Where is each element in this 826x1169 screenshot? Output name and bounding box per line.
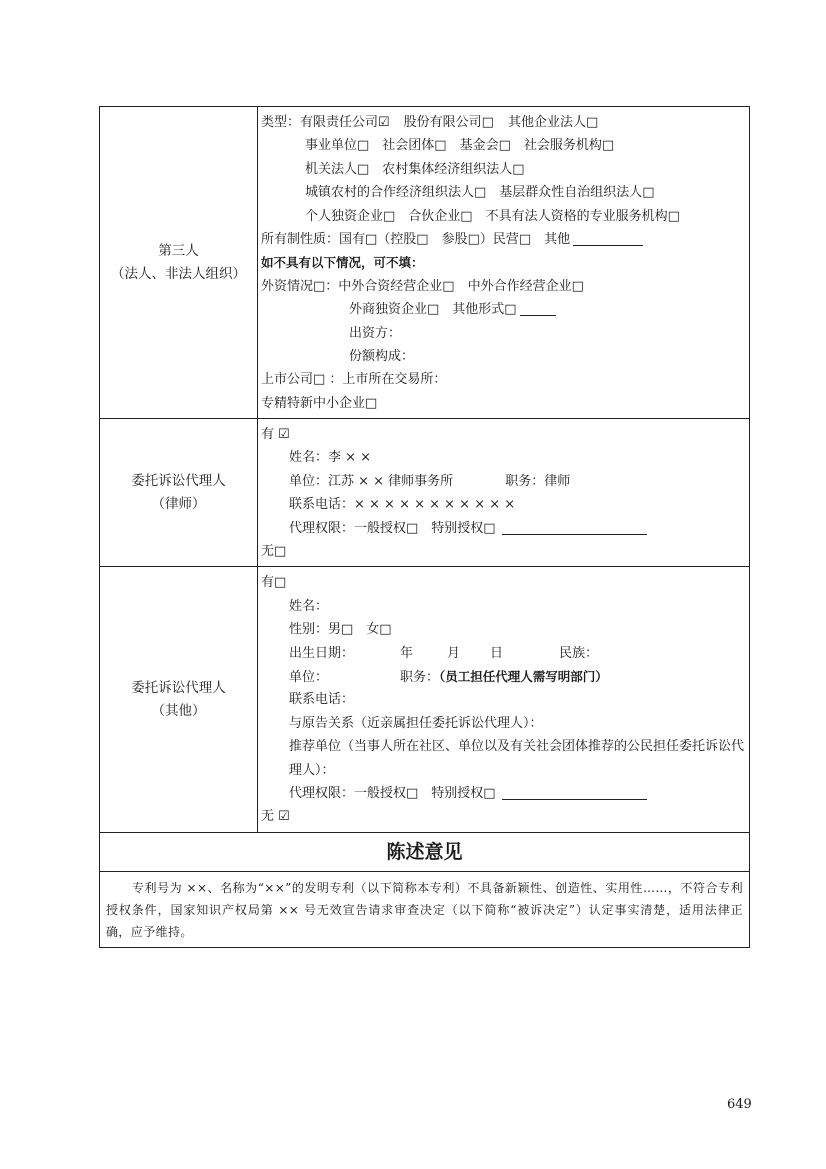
type-row-5[interactable]: 个人独资企业□ 合伙企业□ 不具有法人资格的专业服务机构□ (305, 208, 680, 224)
lawyer-has-checkbox[interactable]: 有 ☑ (261, 427, 290, 443)
other-birth-day: 日 (490, 645, 504, 661)
foreign-row-1[interactable]: 外资情况□：中外合资经营企业□ 中外合作经营企业□ (261, 278, 584, 294)
other-agent-label (100, 567, 258, 832)
other-name-field[interactable]: 姓名： (289, 598, 329, 614)
lawyer-name-field[interactable]: 姓名：李 × × (289, 450, 372, 466)
lawyer-agent-row (100, 419, 750, 567)
lawyer-phone-field[interactable]: 联系电话：× × × × × × × × × × × (289, 497, 516, 513)
statement-text-row (100, 871, 750, 947)
other-position-note: （员工担任代理人需写明部门） (439, 668, 608, 684)
third-party-label-line2: （法人、非法人组织） (111, 265, 246, 282)
investor-field[interactable]: 出资方： (349, 325, 402, 341)
type-row-4[interactable]: 城镇农村的合作经济组织法人□ 基层群众性自治组织法人□ (305, 185, 655, 201)
other-agent-label-line2: （其他） (151, 702, 206, 719)
ownership-other-blank[interactable] (573, 231, 643, 246)
statement-text[interactable]: 专利号为 ××、名称为“××”的发明专利（以下简称本专利）不具备新颖性、创造性、实用性……，不符合专利授权条件，国家知识产权局第 ×× 号无效宣告请求审查决定（以下简称“被诉决定”）认定事实清楚，适用法律正确，应予维持。 (106, 880, 743, 939)
type-joint-stock[interactable]: 股份有限公司□ (403, 115, 494, 130)
lawyer-agent-content (258, 419, 750, 567)
other-birth-row (261, 642, 749, 665)
sme-field[interactable]: 专精特新中小企业□ (261, 395, 378, 411)
lawyer-authority-row (261, 517, 749, 540)
type-limited-company[interactable]: 类型：有限责任公司☑ (261, 115, 390, 130)
other-agent-content (258, 567, 750, 832)
type-other-enterprise[interactable]: 其他企业法人□ (507, 115, 599, 130)
foreign-row-2 (261, 298, 749, 321)
other-unit-row (261, 665, 749, 688)
other-has-checkbox[interactable]: 有□ (261, 575, 287, 591)
other-birth-year: 年 (400, 645, 414, 661)
other-authority-blank[interactable] (502, 785, 647, 800)
type-row-1 (261, 111, 749, 134)
lawyer-unit-row (261, 470, 749, 493)
shares-field[interactable]: 份额构成： (349, 348, 415, 364)
foreign-other-blank[interactable] (520, 301, 556, 316)
lawyer-none-checkbox[interactable]: 无□ (261, 544, 287, 560)
listed-company-field[interactable]: 上市公司□ ：上市所在交易所： (261, 372, 447, 388)
other-agent-row (100, 567, 750, 832)
type-row-3[interactable]: 机关法人□ 农村集体经济组织法人□ (305, 161, 525, 177)
notice-text: 如不具有以下情况，可不填： (261, 255, 424, 271)
other-agent-label-line1: 委托诉讼代理人 (131, 679, 226, 696)
lawyer-unit-field[interactable]: 单位：江苏 × × 律师事务所 (289, 473, 454, 489)
lawyer-agent-label (100, 419, 258, 567)
lawyer-agent-label-line1: 委托诉讼代理人 (131, 472, 226, 489)
third-party-content (258, 107, 750, 419)
other-authority-options[interactable]: 代理权限：一般授权□ 特别授权□ (289, 785, 496, 801)
page-number: 649 (727, 1097, 752, 1112)
ownership-label[interactable]: 所有制性质：国有□（控股□ 参股□）民营□ 其他 (261, 231, 571, 247)
third-party-label (100, 107, 258, 419)
other-recommend-field[interactable]: 推荐单位（当事人所在社区、单位以及有关社会团体推荐的公民担任委托诉讼代理人）： (289, 739, 745, 778)
lawyer-position-field[interactable]: 职务：律师 (505, 473, 571, 489)
lawyer-agent-label-line2: （律师） (151, 495, 206, 512)
type-row-2[interactable]: 事业单位□ 社会团体□ 基金会□ 社会服务机构□ (305, 138, 615, 154)
ownership-row (261, 228, 749, 251)
other-phone-field[interactable]: 联系电话： (289, 692, 355, 708)
lawyer-authority-blank[interactable] (502, 520, 647, 535)
other-birth-label[interactable]: 出生日期： (289, 645, 355, 661)
third-party-row (100, 107, 750, 419)
litigation-form-table (99, 106, 750, 948)
foreign-row-2-label[interactable]: 外商独资企业□ 其他形式□ (349, 302, 517, 318)
other-relation-field[interactable]: 与原告关系（近亲属担任委托诉讼代理人）： (289, 715, 543, 731)
other-unit-field[interactable]: 单位： (289, 669, 329, 685)
other-none-checkbox[interactable]: 无 ☑ (261, 809, 290, 825)
other-birth-month: 月 (447, 645, 461, 661)
other-position-field[interactable]: 职务： (400, 669, 440, 685)
other-authority-row (261, 782, 749, 805)
statement-cell (100, 871, 750, 947)
other-gender-field[interactable]: 性别：男□ 女□ (289, 622, 392, 638)
statement-title-row (100, 832, 750, 871)
lawyer-authority-options[interactable]: 代理权限：一般授权□ 特别授权□ (289, 520, 496, 536)
third-party-label-line1: 第三人 (158, 242, 199, 259)
other-ethnicity-field[interactable]: 民族： (559, 645, 599, 661)
statement-title: 陈述意见 (100, 832, 750, 871)
